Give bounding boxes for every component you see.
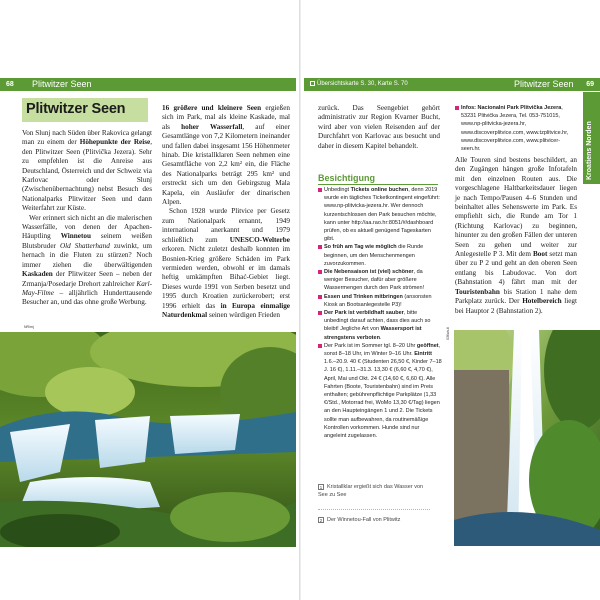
caption-number: 2 — [319, 518, 323, 523]
right-page-number: 69 — [586, 81, 594, 88]
chapter-side-tab — [583, 92, 600, 184]
right-column-1 — [318, 104, 440, 151]
info-item: Unbedingt Tickets online buchen, denn 2019 wurde ein tägliches Ticketkontingent eingeführt: www.np-plitvicka-jezera.hr. Wer dennoch kurzentschlossen den Park besuchen möchte, kann unter http://aa.rao.hr:8051/#/dashboard prüfen, ob es aktuell genügend Tageskarten gibt. — [318, 186, 442, 243]
caption-number: 1 — [319, 485, 323, 490]
bullet-square-icon — [318, 270, 322, 274]
chapter-side-tab-label: Kroatiens Norden — [586, 121, 593, 180]
caption-divider — [318, 509, 430, 510]
bullet-square-icon — [318, 311, 322, 315]
photo-credit: NR/mj — [24, 325, 34, 329]
info-item: Die Nebensaison ist (viel) schöner, da weniger Besucher, dafür aber größere Wassermengen durch den Park strömen! — [318, 268, 442, 293]
info-item: Essen und Trinken mitbringen (ansonsten Kiosk an Bootsanlegestelle P3)! — [318, 293, 442, 309]
overview-ref-text: Übersichtskarte S. 30, Karte S. 70 — [317, 81, 408, 87]
map-box-icon — [310, 81, 315, 86]
left-column-2 — [162, 104, 290, 320]
info-list — [318, 186, 442, 440]
caption-text: Kristallklar ergießt sich das Wasser von See zu See — [318, 484, 424, 498]
info-heading-rule — [318, 184, 438, 185]
paragraph: Schon 1928 wurde Plitvice per Gesetz zum Nationalpark ernannt, 1949 international anerkannt und 1979 schließlich zum UNESCO-Welterbe erkoren. Nicht zuletzt deshalb konnten im Bosnien-Krieg größere Schäden im Park vermieden werden, obwohl er im damals heftig umkämpften Bihać-Gebiet liegt. Dieses wurde 1991 von Serben besetzt und 1995 durch Kroatien zurückerobert; erst 1996 erhielt das in Europa einmalige Naturdenkmal seinen würdigen Frieden — [162, 207, 290, 319]
bullet-square-icon — [318, 188, 322, 192]
paragraph: zurück. Das Seengebiet gehört administrativ zur Region Kvarner Bucht, wird aber von vielen Reisenden auf der Durchfahrt von Karlovac aus besucht und daher in diesem Kapitel behandelt. — [318, 104, 440, 150]
photo-credit: 036ah-tl — [446, 327, 450, 340]
bullet-square-icon — [318, 344, 322, 348]
info-contact — [455, 104, 579, 153]
overview-map-reference — [310, 78, 408, 91]
right-running-head: Plitwitzer Seen — [514, 79, 574, 89]
info-item: Der Park ist verbildhaft sauber, bitte unbedingt darauf achten, dass dies auch so bleibt! Jegliche Art von Wassersport ist strengstens verboten. — [318, 309, 442, 342]
info-contact-item: Infos: Nacionalni Park Plitvička Jezera, 53231 Plitvička Jezera, Tel. 053-751015, www.np-plitvicka-jezera.hr, www.discoverplitvice.com, www.tzplitvice.hr, www.discoverplitvice.com, www.plitvicer-seen.hr. — [455, 104, 579, 153]
spine-gutter — [299, 0, 301, 600]
info-heading: Besichtigung — [318, 173, 376, 183]
paragraph: Wer erinnert sich nicht an die malerischen Wasserfälle, von denen der Apachen-Häuptling Winnetou seinem weißen Blutsbruder Old Shatterhand zuwinkt, um hernach in die Fluten zu stürzen? Noch immer ziehen die überwältigenden Kaskaden der Plitwitzer Seen – neben der Zrmanja/Posedarje Drehort zahlreicher Karl-May-Filme – alljährlich Hunderttausende Besucher an, und das ohne große Werbung. — [22, 213, 152, 307]
bullet-square-icon — [318, 295, 322, 299]
waterfall-photo — [454, 330, 600, 546]
right-header-bar — [304, 78, 600, 91]
info-item: So früh am Tag wie möglich die Runde beginnen, um den Menschenmengen zuvorzukommen. — [318, 243, 442, 268]
left-page-number: 68 — [6, 81, 14, 88]
paragraph: Alle Touren sind bestens beschildert, an den Zugängen hängen große Infotafeln mit den einzelnen Routen aus. Die vorgeschlagene Haltbarkeitsdauer liegen je nach Tempo/Pausen 4–6 Stunden und beinhaltet alles Sehenswerte im Park. Es empfiehlt sich, die Runde am Tor 1 (Richtung Karlovac) zu beginnen, hinunter zu den großen Fällen der unteren Seen zu gehen und weiter zur Anlegestelle P 3. Mit dem Boot setzt man über zu P 2 und geht an den oberen Seen entlang bis Labudovac. Von dort (Bahnstation 4) fährt man mit der Touristenbahn bis Station 1 nahe dem Parkplatz zurück. Der Hotelbereich liegt bei Hauptor 2 (Bahnstation 2). — [455, 156, 577, 315]
left-column-1 — [22, 129, 152, 308]
bullet-square-icon — [455, 106, 459, 110]
caption-text: Der Winnetou-Fall von Plitwitz — [327, 517, 401, 523]
left-header-bar — [0, 78, 296, 91]
page-title: Plitwitzer Seen — [26, 101, 126, 117]
bullet-square-icon — [318, 245, 322, 249]
cascades-photo — [0, 332, 296, 547]
caption-1 — [318, 484, 428, 500]
right-column-2 — [455, 156, 577, 316]
info-item: Der Park ist im Sommer tgl. 8–20 Uhr geöffnet, sonst 8–18 Uhr, im Winter 9–16 Uhr. Eintritt 1.6.–20.9. 40 € (Studenten 26,50 €, Kinder 7–18 J. 16 €), 1.11.–31.3. 13,30 € (6,60 €, 4,70 €), April, Mai und Okt. 24 € (14,60 €, 6,60 €). Alle Fahrten (Boote, Touristenbahn) sind im Preis enthalten; gebührenpflichtige Parkplätze (1,33 €/Std., Motorrad frei, WoMo 13,30 €/Tag) liegen an den Haupteingängen 1 und 2. Die Tickets sollte man aufbewahren, da routinemäßige Kontrollen vorkommen. Hunde sind nur angeleint zugelassen. — [318, 342, 442, 440]
caption-2 — [318, 517, 428, 525]
paragraph: 16 größere und kleinere Seen ergießen sich im Park, mal als kleine Kaskade, mal als hoher Wasserfall, auf einer Gesamtlänge von 7,2 Kilometern ineinander und fallen dabei insgesamt 156 Höhenmeter hinab. Die kristallklaren Seen nehmen eine Gesamtfläche von 2,2 km² ein, die Fläche des Nationalparks beträgt 295 km² und erstreckt sich um den Gebirgszug Mala Kapela, ein Ausläufer der dinarischen Alpen. — [162, 104, 290, 207]
paragraph: Von Slunj nach Süden über Rakovica gelangt man zu einem der Höhepunkte der Reise, den Plitwitzer Seen (Plitvička Jezera). Sehr zu empfehlen ist die Anreise aus Deutschland, Österreich und der Schweiz via Karlovac oder Slunj (Zwischenübernachtung) nebst Besuch des Nationalparks Plitwitzer Seen und dann Weiterfahrt zur Küste. — [22, 129, 153, 213]
left-running-head: Plitwitzer Seen — [32, 79, 92, 89]
